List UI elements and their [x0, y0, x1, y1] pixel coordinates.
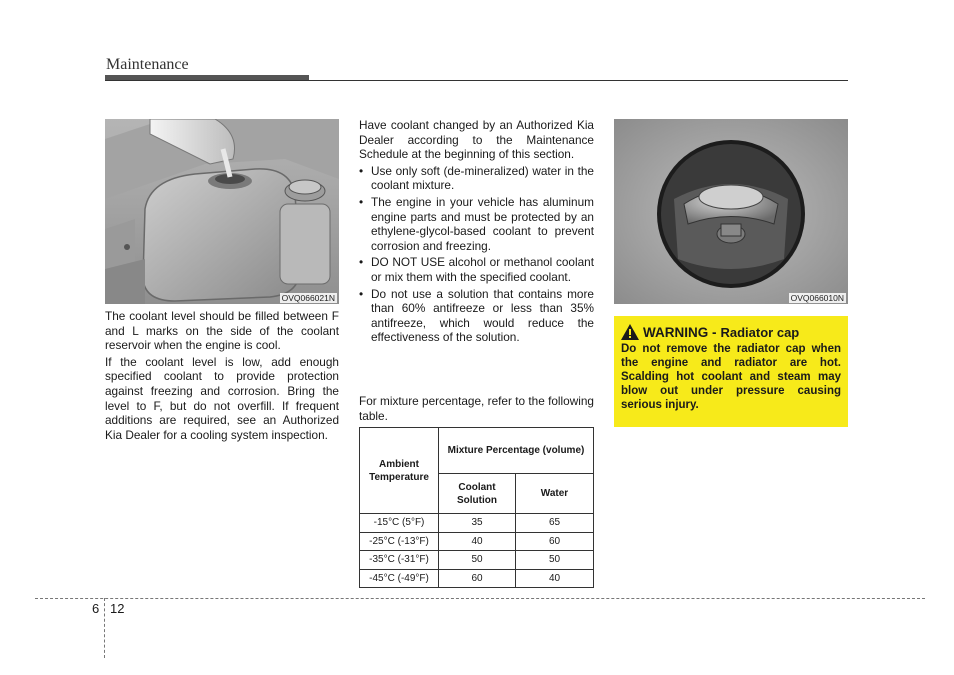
middle-body-text	[359, 118, 594, 347]
warning-label: WARNING -	[643, 324, 717, 340]
photo-caption: OVQ066010N	[790, 293, 844, 303]
warning-text: Do not remove the radiator cap when the engine and radiator are hot. Scalding hot coolant and steam may blow out under pressure causing serious injury.	[621, 343, 841, 411]
table-header-coolant: Coolant Solution	[439, 474, 516, 514]
table-header-water: Water	[516, 474, 594, 514]
list-item: • Use only soft (de-mineralized) water in the coolant mixture.	[359, 164, 594, 193]
paragraph: If the coolant level is low, add enough specified coolant to provide protection against freezing and corrosion. Bring the level to F, but do not overfill. If frequent additions are required, see an Authorized Kia Dealer for a cooling system inspection.	[105, 354, 339, 442]
table-row: -35°C (-31°F) 50 50	[360, 551, 594, 570]
mixture-table	[359, 427, 594, 588]
table-header-mixture: Mixture Percentage (volume)	[439, 428, 594, 474]
coolant-reservoir-photo	[105, 119, 339, 304]
header-rule	[105, 80, 848, 81]
coolant-reservoir-illustration	[105, 119, 339, 304]
left-body-text	[105, 309, 339, 444]
radiator-cap-photo	[614, 119, 848, 304]
table-intro	[359, 394, 594, 425]
chapter-number: 6	[92, 601, 100, 616]
photo-caption: OVQ066021N	[281, 293, 335, 303]
page-number-separator	[104, 598, 105, 658]
warning-triangle-icon	[621, 324, 639, 340]
warning-subject: Radiator cap	[720, 324, 800, 340]
paragraph: For mixture percentage, refer to the following table.	[359, 394, 594, 423]
table-row: -15°C (5°F) 35 65	[360, 514, 594, 533]
list-item: • DO NOT USE alcohol or methanol coolant or mix them with the specified coolant.	[359, 255, 594, 284]
section-title: Maintenance	[106, 56, 189, 73]
paragraph: Have coolant changed by an Authorized Kia Dealer according to the Maintenance Schedule at the beginning of this section.	[359, 118, 594, 162]
list-item: • The engine in your vehicle has aluminum engine parts and must be protected by an ethylene-glycol-based coolant to prevent corrosion and freezing.	[359, 195, 594, 253]
table-row: -25°C (-13°F) 40 60	[360, 532, 594, 551]
warning-box	[614, 316, 848, 427]
table-header-ambient: Ambient Temperature	[360, 428, 439, 514]
footer-divider	[35, 598, 925, 599]
list-item: • Do not use a solution that contains more than 60% antifreeze or less than 35% antifreeze, which would reduce the effectiveness of the solution.	[359, 287, 594, 345]
paragraph: The coolant level should be filled between F and L marks on the side of the coolant reservoir when the engine is cool.	[105, 309, 339, 353]
radiator-cap-illustration	[614, 119, 848, 304]
coolant-rules-list	[359, 164, 594, 345]
warning-title	[621, 324, 841, 340]
page-number: 12	[110, 601, 125, 616]
table-row: -45°C (-49°F) 60 40	[360, 569, 594, 588]
